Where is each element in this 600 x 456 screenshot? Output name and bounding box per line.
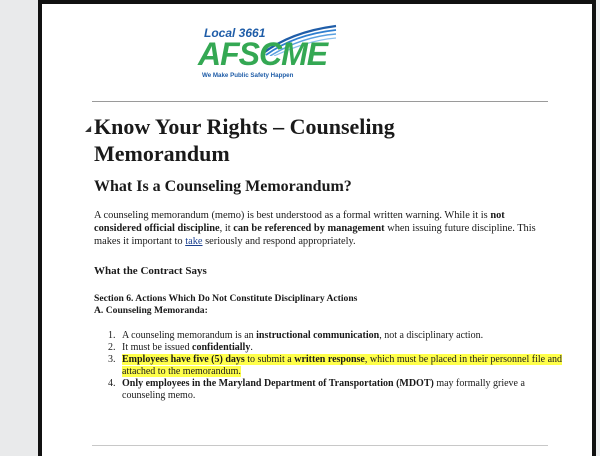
list-item: 1. A counseling memorandum is an instructional communication, not a disciplinary action. — [118, 330, 568, 342]
heading-contract: What the Contract Says — [94, 265, 207, 277]
left-gutter — [0, 0, 38, 456]
footer-divider — [92, 445, 548, 446]
take-link[interactable]: take — [185, 236, 203, 247]
section-title: Section 6. Actions Which Do Not Constitute Disciplinary Actions A. Counseling Memoranda: — [94, 293, 358, 316]
intro-paragraph: A counseling memorandum (memo) is best understood as a formal written warning. While it is not considered official discipline, it can be referenced by management when issuing future discipline. This makes it important to take seriously and respond appropriately. — [94, 210, 536, 247]
header-divider — [92, 101, 548, 102]
collapse-heading-icon[interactable]: ◢ — [85, 124, 92, 133]
memoranda-list — [94, 330, 568, 402]
logo-local-text: Local 3661 — [204, 26, 266, 40]
document-title: Know Your Rights – Counseling Memorandum — [94, 114, 395, 166]
list-item-highlighted: 3. Employees have five (5) days to submit a written response, which must be placed in their personnel file and attached to the memorandum. — [118, 354, 568, 378]
logo-tagline: We Make Public Safety Happen — [202, 72, 294, 79]
heading-what-is: What Is a Counseling Memorandum? — [94, 178, 352, 195]
frame-top-border — [38, 0, 596, 4]
list-item: 2. It must be issued confidentially. — [118, 342, 568, 354]
afscme-logo — [198, 22, 338, 92]
logo-name-text: AFSCME — [198, 36, 328, 72]
list-item: 4. Only employees in the Maryland Department of Transportation (MDOT) may formally grieve a counseling memo. — [118, 378, 568, 402]
